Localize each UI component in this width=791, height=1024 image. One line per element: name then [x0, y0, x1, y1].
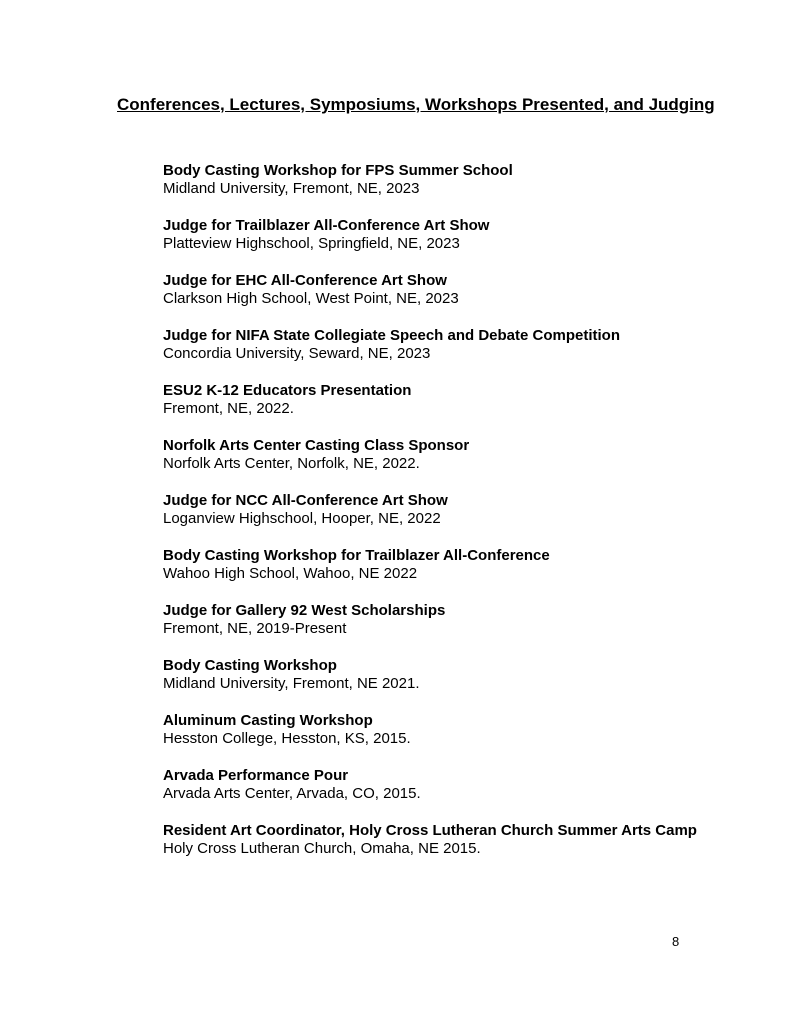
list-item	[163, 491, 723, 528]
entry-detail: Midland University, Fremont, NE 2021.	[163, 675, 420, 692]
entry-detail: Norfolk Arts Center, Norfolk, NE, 2022.	[163, 455, 420, 472]
page-number: 8	[672, 934, 680, 949]
entry-title: Body Casting Workshop for Trailblazer All-Conference	[163, 547, 550, 564]
entry-title: Aluminum Casting Workshop	[163, 712, 373, 729]
list-item	[163, 436, 723, 473]
section-heading: Conferences, Lectures, Symposiums, Workshops Presented, and Judging	[117, 95, 715, 114]
entry-title: Judge for EHC All-Conference Art Show	[163, 272, 447, 289]
entry-title: ESU2 K-12 Educators Presentation	[163, 382, 412, 399]
list-item	[163, 546, 723, 583]
entry-title: Judge for NCC All-Conference Art Show	[163, 492, 448, 509]
entry-title: Judge for NIFA State Collegiate Speech and Debate Competition	[163, 327, 621, 344]
entry-detail: Fremont, NE, 2022.	[163, 400, 294, 417]
entry-detail: Platteview Highschool, Springfield, NE, 2023	[163, 235, 460, 252]
entry-title: Judge for Gallery 92 West Scholarships	[163, 602, 446, 619]
entry-title: Judge for Trailblazer All-Conference Art Show	[163, 217, 490, 234]
entry-detail: Loganview Highschool, Hooper, NE, 2022	[163, 510, 441, 527]
entry-title: Body Casting Workshop	[163, 657, 337, 674]
list-item	[163, 161, 723, 198]
list-item	[163, 271, 723, 308]
list-item	[163, 326, 723, 363]
entry-title: Norfolk Arts Center Casting Class Sponsor	[163, 437, 470, 454]
entry-detail: Concordia University, Seward, NE, 2023	[163, 345, 431, 362]
entry-detail: Holy Cross Lutheran Church, Omaha, NE 2015.	[163, 840, 481, 857]
list-item	[163, 381, 723, 418]
entry-detail: Wahoo High School, Wahoo, NE 2022	[163, 565, 418, 582]
entry-detail: Clarkson High School, West Point, NE, 2023	[163, 290, 459, 307]
list-item	[163, 656, 723, 693]
entry-detail: Fremont, NE, 2019-Present	[163, 620, 347, 637]
entry-detail: Arvada Arts Center, Arvada, CO, 2015.	[163, 785, 421, 802]
list-item	[163, 216, 723, 253]
entry-detail: Hesston College, Hesston, KS, 2015.	[163, 730, 411, 747]
entry-title: Arvada Performance Pour	[163, 767, 349, 784]
entry-detail: Midland University, Fremont, NE, 2023	[163, 180, 420, 197]
list-item	[163, 821, 723, 858]
entry-title: Body Casting Workshop for FPS Summer School	[163, 162, 513, 179]
list-item	[163, 766, 723, 803]
entry-list	[163, 161, 723, 876]
list-item	[163, 711, 723, 748]
list-item	[163, 601, 723, 638]
entry-title: Resident Art Coordinator, Holy Cross Lutheran Church Summer Arts Camp	[163, 822, 697, 839]
